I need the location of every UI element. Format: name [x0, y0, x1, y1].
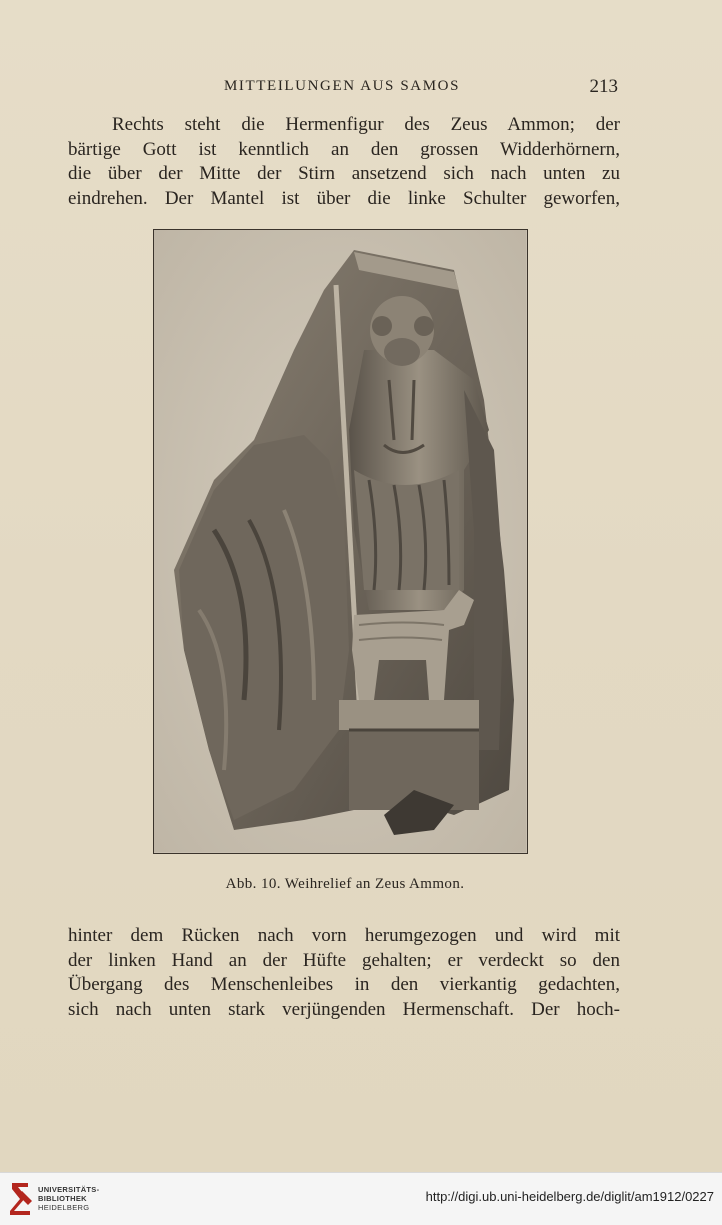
running-title: MITTEILUNGEN AUS SAMOS — [224, 78, 461, 94]
paragraph-bottom — [68, 924, 620, 1022]
text-line: eindrehen. Der Mantel ist über die linke Schulter geworfen, — [68, 187, 620, 209]
relief-photograph — [153, 229, 528, 854]
text-line: bärtige Gott ist kenntlich an den grossen Widderhörnern, — [68, 138, 620, 160]
viewer-footer — [0, 1172, 722, 1225]
logo-line: BIBLIOTHEK — [38, 1194, 87, 1203]
library-logo[interactable] — [8, 1181, 118, 1217]
permalink-url[interactable]: http://digi.ub.uni-heidelberg.de/diglit/am1912/0227 — [425, 1189, 714, 1204]
text-line: hinter dem Rücken nach vorn herumgezogen und wird mit — [68, 925, 620, 946]
altar — [339, 700, 479, 730]
text-line: Rechts steht die Hermenfigur des Zeus Ammon; der — [112, 114, 620, 135]
text-line: der linken Hand an der Hüfte gehalten; er verdeckt so den — [68, 949, 620, 971]
running-head — [68, 76, 618, 100]
relief-image — [154, 230, 526, 852]
logo-line: UNIVERSITÄTS- — [38, 1185, 100, 1194]
text-line: Übergang des Menschenleibes in den vierkantig gedachten, — [68, 974, 620, 995]
text-line: die über der Mitte der Stirn ansetzend sich nach unten zu — [68, 163, 620, 184]
paragraph-top — [68, 113, 620, 211]
page-number: 213 — [589, 76, 618, 97]
logo-line: HEIDELBERG — [38, 1203, 90, 1212]
library-logo-text — [38, 1185, 99, 1212]
figure-caption: Abb. 10. Weihrelief an Zeus Ammon. — [225, 876, 465, 892]
text-line: sich nach unten stark verjüngenden Hermenschaft. Der hoch- — [68, 998, 620, 1020]
library-logo-icon — [8, 1181, 34, 1217]
